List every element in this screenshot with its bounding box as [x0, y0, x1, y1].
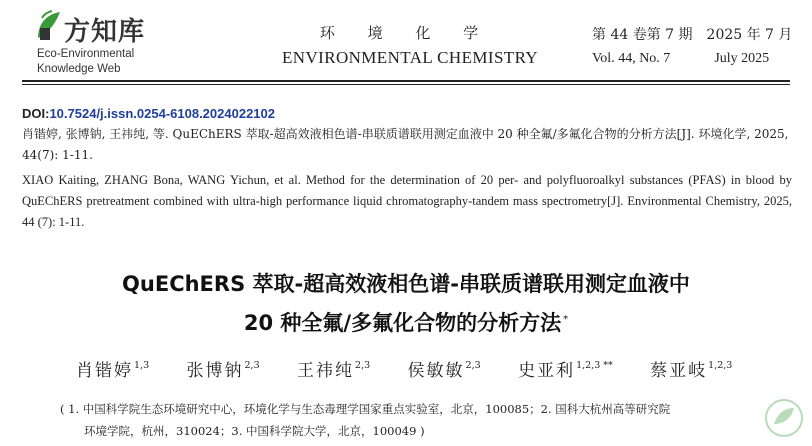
author-name: 蔡亚岐 — [650, 361, 708, 381]
issue-volume-en: Vol. 44, No. 7 — [592, 51, 671, 66]
logo-name-en-line2: Knowledge Web — [37, 63, 121, 75]
author — [187, 356, 260, 381]
header-rule-thin — [22, 84, 790, 85]
affiliations-line2: 环境学院，杭州，310024；3. 中国科学院大学，北京，100049 ) — [84, 424, 425, 438]
author — [76, 356, 149, 381]
author-affiliation: 1,2,3 ** — [576, 360, 613, 371]
title-footnote-mark: * — [563, 314, 569, 325]
article-title-line2 — [0, 301, 812, 342]
issue-date-en: July 2025 — [714, 51, 770, 66]
doi-link[interactable]: 10.7524/j.issn.0254-6108.2024022102 — [49, 106, 275, 121]
author-list — [76, 356, 776, 381]
author-name: 侯敏敏 — [407, 361, 465, 381]
issue-date-cn: 2025 年 7 月 — [706, 27, 793, 43]
author-name: 肖锴婷 — [76, 361, 133, 381]
header-rule-thick — [22, 80, 790, 82]
author-affiliation: 2,3 — [244, 360, 260, 371]
article-title-line1: QuEChERS 萃取-超高效液相色谱-串联质谱联用测定血液中 — [122, 272, 690, 296]
author — [297, 356, 370, 381]
affiliations-line1: ( 1. 中国科学院生态环境研究中心，环境化学与生态毒理学国家重点实验室，北京，100085；2. 国科大杭州高等研究院 — [60, 402, 671, 416]
author-affiliation: 1,2,3 — [708, 360, 733, 371]
author-name: 张博钠 — [186, 361, 244, 381]
author-affiliation: 2,3 — [465, 360, 481, 371]
author — [518, 356, 613, 381]
author-name: 王祎纯 — [297, 361, 355, 381]
author-affiliation: 1,3 — [134, 360, 150, 371]
corner-watermark-icon — [744, 394, 808, 442]
issue-info-en — [592, 51, 769, 67]
doi-line — [22, 106, 275, 121]
citation-cn: 肖锴婷, 张博钠, 王祎纯, 等. QuEChERS 萃取-超高效液相色谱-串联质谱联用测定血液中 20 种全氟/多氟化合物的分析方法[J]. 环境化学, 2025, 44(7): 1-11. — [22, 127, 789, 162]
issue-info-cn — [592, 24, 792, 44]
issue-volume-cn: 第 44 卷第 7 期 — [592, 27, 693, 43]
author — [408, 356, 481, 381]
author-affiliation: 2,3 — [355, 360, 371, 371]
journal-logo[interactable] — [34, 8, 194, 80]
doi-label: DOI: — [22, 106, 50, 121]
article-title-line2-text: 20 种全氟/多氟化合物的分析方法 — [243, 311, 562, 335]
journal-name-cn: 环 境 化 学 — [319, 24, 493, 42]
citation-en: XIAO Kaiting, ZHANG Bona, WANG Yichun, et al. Method for the determination of 20 per- and polyfluoroalkyl substances (PFAS) in blood by QuEChERS pretreatment combined with ultra-high performance liquid chromatography-tandem mass spectrometry[J]. Environmental Chemistry, 2025, 44 (7): 1-11. — [22, 173, 792, 229]
author — [650, 356, 732, 381]
logo-name-cn: 方知库 — [64, 17, 146, 47]
journal-name-en: ENVIRONMENTAL CHEMISTRY — [282, 48, 539, 67]
logo-name-en-line1: Eco-Environmental — [37, 48, 135, 60]
author-name: 史亚利 — [518, 361, 576, 381]
